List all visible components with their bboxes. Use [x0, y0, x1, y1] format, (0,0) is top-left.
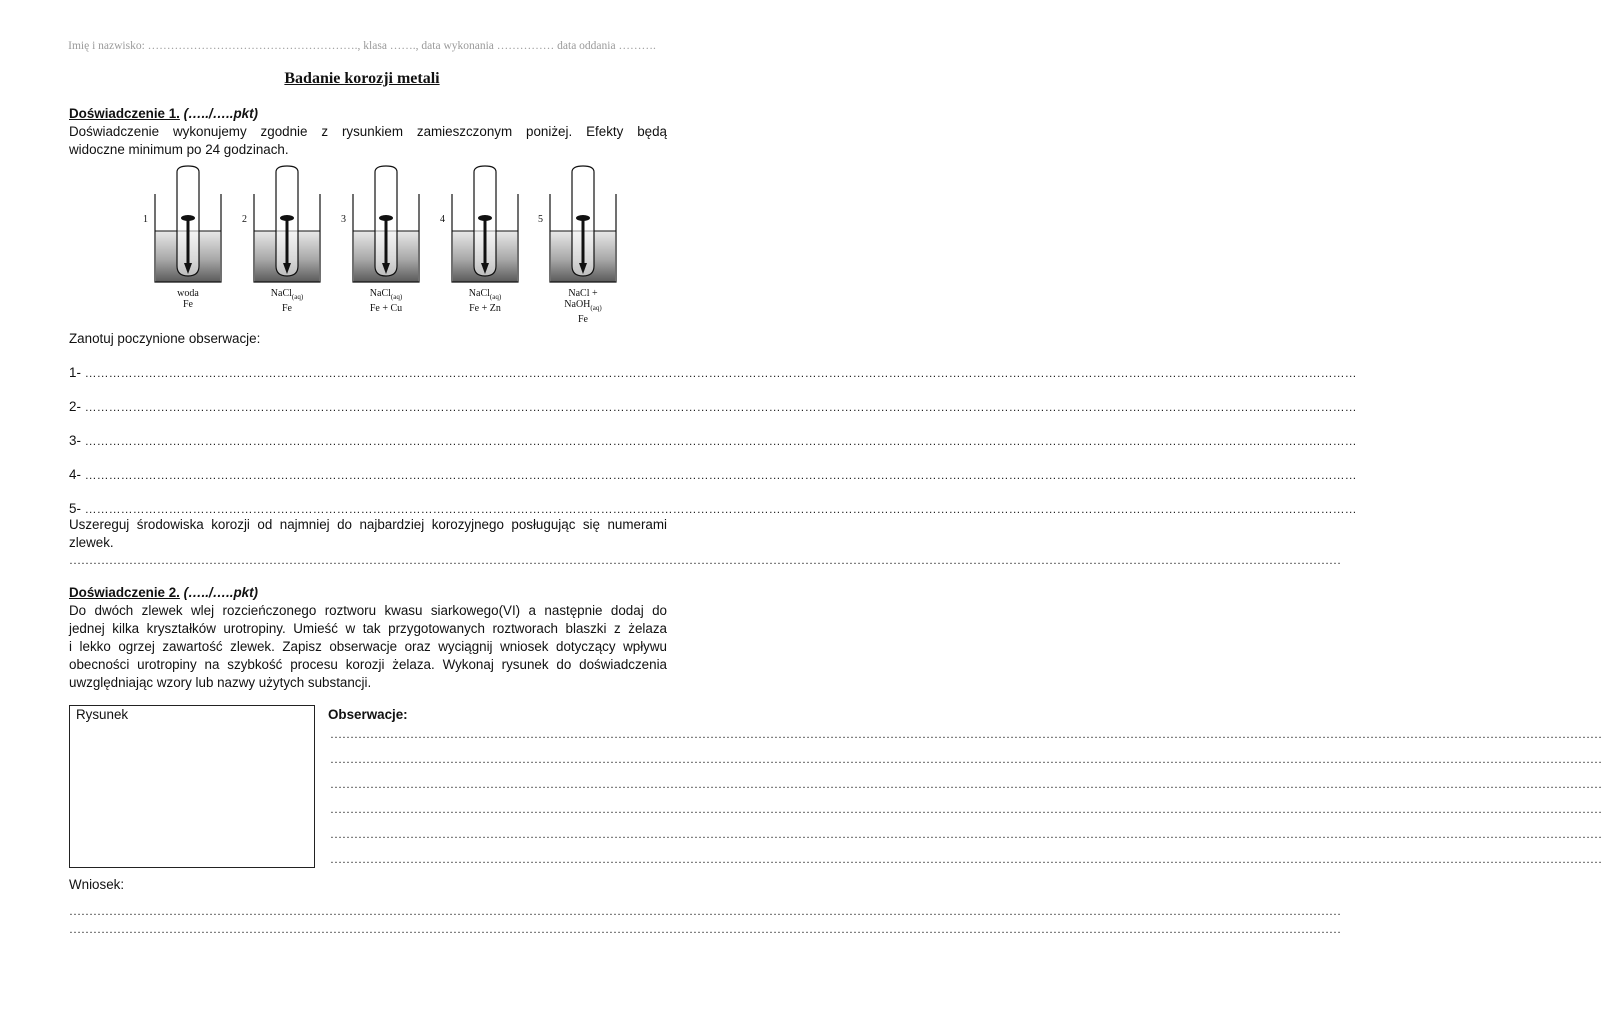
beaker-4 [452, 166, 518, 282]
exp2-observation-line-1[interactable]: ………………………………………………………………………………………………………………………………………………………………………………………………………………………………………………………………………………………… [330, 727, 1602, 741]
observation-line-2[interactable] [69, 398, 1357, 416]
exp2-instruction-line2: jednej kilka kryształków urotropiny. Umieść w tak przygotowanych roztworach blaszki z żelaza [69, 621, 667, 636]
exp2-points: (…../…..pkt) [183, 585, 259, 600]
beaker-number: 4 [440, 214, 445, 225]
beaker-label-line1 [252, 288, 322, 303]
beaker-label [252, 288, 322, 314]
observation-number: 3- [69, 433, 85, 448]
exp1-instruction-line1: Doświadczenie wykonujemy zgodnie z rysunkiem zamieszczonym poniżej. Efekty będą [69, 124, 667, 139]
substance-name: NaCl [369, 288, 391, 299]
beaker-label [450, 288, 520, 314]
observation-number: 2- [69, 399, 85, 414]
beaker-label-line2 [351, 303, 421, 314]
beaker-3 [353, 166, 419, 282]
beaker-label-line1 [548, 288, 618, 299]
page-title: Badanie korozji metali [284, 70, 440, 87]
substance-state: (aq) [291, 293, 304, 301]
exp2-instruction-line3: i lekko ogrzej zawartość zlewek. Zapisz obserwacje oraz wyciągnij wniosek dotyczący wpływu [69, 639, 667, 654]
observation-line-4[interactable] [69, 466, 1357, 484]
exp2-observation-line-5[interactable]: ………………………………………………………………………………………………………………………………………………………………………………………………………………………………………………………………………………………… [330, 827, 1602, 841]
observation-dots: ………………………………………………………………………………………………………………………………………………………………………………………………………………………………………………………………………………………… [84, 468, 1357, 482]
rank-instruction-line2: zlewek. [69, 535, 114, 550]
exp1-heading-block [69, 105, 258, 123]
exp2-observation-line-4[interactable]: ………………………………………………………………………………………………………………………………………………………………………………………………………………………………………………………………………………………… [330, 802, 1602, 816]
exp2-instruction-line5: uwzględniając wzory lub nazwy użytych substancji. [69, 675, 372, 690]
beaker-number: 3 [341, 214, 346, 225]
observation-line-3[interactable] [69, 432, 1357, 450]
observation-line-1[interactable] [69, 364, 1357, 382]
observations-prompt: Zanotuj poczynione obserwacje: [69, 331, 261, 346]
observation-number: 1- [69, 365, 85, 380]
beaker-label-line2 [153, 299, 223, 310]
student-info-header: Imię i nazwisko: ………………………………………………., klasa ……., data wykonania …………… data oddania ………. [68, 40, 656, 52]
beaker-label [351, 288, 421, 314]
exp2-instruction-line4: obecności urotropiny na szybkość procesu korozji żelaza. Wykonaj rysunek do doświadczenia [69, 657, 667, 672]
beaker-label [153, 288, 223, 310]
exp2-instruction-line1: Do dwóch zlewek wlej rozcieńczonego roztworu kwasu siarkowego(VI) a następnie dodaj do [69, 603, 667, 618]
observation-dots: ………………………………………………………………………………………………………………………………………………………………………………………………………………………………………………………………………………………… [84, 400, 1357, 414]
observation-number: 5- [69, 501, 85, 516]
substance-name: NaOH [564, 299, 591, 310]
beaker-label-line2 [548, 299, 618, 314]
substance-name: NaCl [468, 288, 490, 299]
beaker-label-line2 [252, 303, 322, 314]
substance-name: Fe [282, 303, 292, 314]
beaker-5 [550, 166, 616, 282]
exp2-heading-block [69, 584, 258, 602]
beaker-label-line2 [450, 303, 520, 314]
substance-name: Fe + Zn [469, 303, 501, 314]
exp2-observation-line-6[interactable]: ………………………………………………………………………………………………………………………………………………………………………………………………………………………………………………………………………………………… [330, 852, 1602, 866]
substance-state: (aq) [590, 304, 602, 312]
exp1-points: (…../…..pkt) [183, 106, 259, 121]
beakers-illustration [140, 164, 610, 294]
drawing-label: Rysunek [76, 707, 129, 722]
substance-name: Fe + Cu [369, 303, 403, 314]
rank-answer-line[interactable]: ………………………………………………………………………………………………………………………………………………………………………………………………………………………………………………………………………………………… [69, 553, 1341, 567]
observation-number: 4- [69, 467, 85, 482]
substance-name: Fe [183, 299, 193, 310]
substance-name: NaCl + [568, 288, 598, 299]
beaker-label-line3: Fe [578, 314, 588, 325]
beaker-2 [254, 166, 320, 282]
conclusion-line-1[interactable]: ………………………………………………………………………………………………………………………………………………………………………………………………………………………………………………………………………………………… [69, 904, 1341, 918]
beaker-number: 2 [242, 214, 247, 225]
beaker-label [548, 288, 618, 325]
conclusion-label: Wniosek: [69, 877, 125, 892]
exp1-heading: Doświadczenie 1. [69, 106, 180, 121]
conclusion-line-2[interactable]: ………………………………………………………………………………………………………………………………………………………………………………………………………………………………………………………………………………………… [69, 922, 1341, 936]
substance-name: woda [177, 288, 199, 299]
drawing-box[interactable] [69, 705, 315, 868]
substance-state: (aq) [390, 293, 403, 301]
exp2-heading: Doświadczenie 2. [69, 585, 180, 600]
beaker-label-line1 [351, 288, 421, 303]
beaker-number: 5 [538, 214, 543, 225]
beaker-number: 1 [143, 214, 148, 225]
rank-instruction-line1: Uszereguj środowiska korozji od najmniej do najbardziej korozyjnego posługując się numerami [69, 517, 667, 532]
exp2-observation-line-2[interactable]: ………………………………………………………………………………………………………………………………………………………………………………………………………………………………………………………………………………………… [330, 752, 1602, 766]
observation-dots: ………………………………………………………………………………………………………………………………………………………………………………………………………………………………………………………………………………………… [84, 434, 1357, 448]
observation-dots: ………………………………………………………………………………………………………………………………………………………………………………………………………………………………………………………………………………………… [84, 502, 1357, 516]
observations-label: Obserwacje: [328, 707, 408, 722]
substance-state: (aq) [489, 293, 502, 301]
observation-dots: ………………………………………………………………………………………………………………………………………………………………………………………………………………………………………………………………………………………… [84, 366, 1357, 380]
beaker-label-line1 [450, 288, 520, 303]
beaker-1 [155, 166, 221, 282]
exp2-observation-line-3[interactable]: ………………………………………………………………………………………………………………………………………………………………………………………………………………………………………………………………………………………… [330, 777, 1602, 791]
beaker-label-line1 [153, 288, 223, 299]
exp1-instruction-line2: widoczne minimum po 24 godzinach. [69, 142, 289, 157]
substance-name: NaCl [270, 288, 292, 299]
